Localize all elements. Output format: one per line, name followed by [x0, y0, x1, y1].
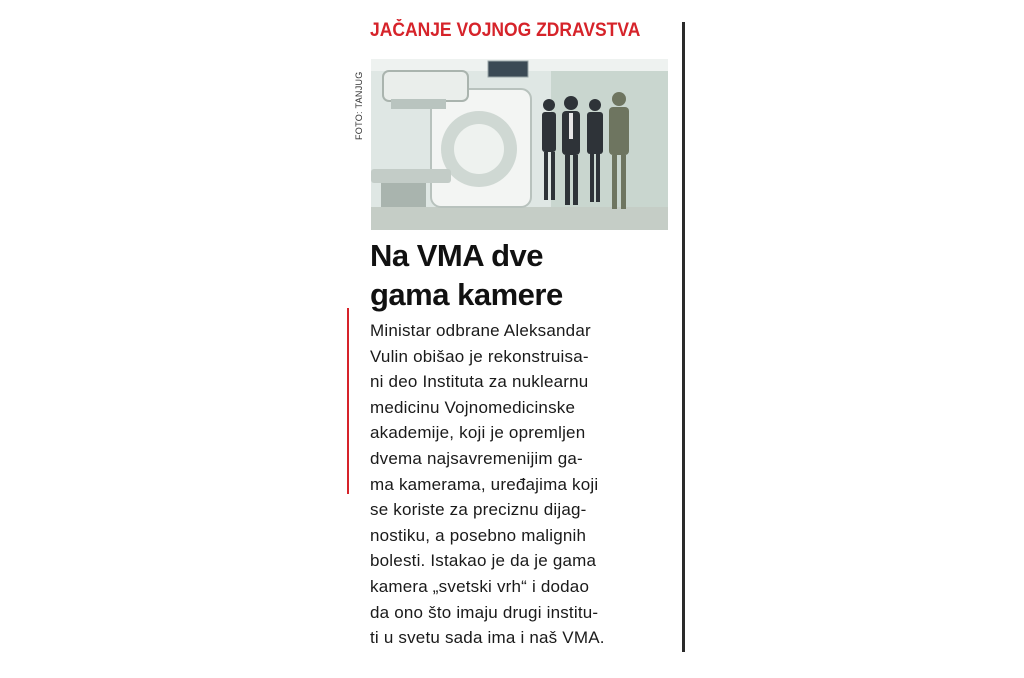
body-line: nostiku, a posebno malignih: [370, 525, 587, 545]
headline-line: gama kamere: [370, 277, 563, 312]
body-line: se koriste za preciznu dijag-: [370, 500, 587, 520]
body-line: dvema najsavremenijim ga-: [370, 448, 583, 468]
photo-credit: FOTO: TANJUG: [354, 71, 364, 140]
body-line: medicinu Vojnomedicinske: [370, 397, 576, 417]
body-line: ma kamerama, uređajima koji: [370, 474, 599, 494]
body-line: Vulin obišao je rekonstruisa-: [370, 346, 589, 366]
body-line: da ono što imaju drugi institu-: [370, 602, 599, 622]
body-line: bolesti. Istakao je da je gama: [370, 551, 597, 571]
accent-rule: [347, 308, 349, 494]
article-headline: [370, 236, 680, 314]
body-line: Ministar odbrane Aleksandar: [370, 321, 591, 340]
body-line: kamera „svetski vrh“ i dodao: [370, 576, 590, 596]
column-divider: [682, 22, 685, 652]
body-line: ni deo Instituta za nuklearnu: [370, 372, 589, 392]
photo-illustration: [371, 59, 668, 230]
headline-line: Na VMA dve: [370, 238, 544, 273]
article-photo: [371, 59, 668, 230]
body-line: ti u svetu sada ima i naš VMA.: [370, 628, 605, 648]
body-line: akademije, koji je opremljen: [370, 423, 586, 443]
section-kicker: JAČANJE VOJNOG ZDRAVSTVA: [370, 20, 641, 41]
article-body: [370, 318, 680, 651]
